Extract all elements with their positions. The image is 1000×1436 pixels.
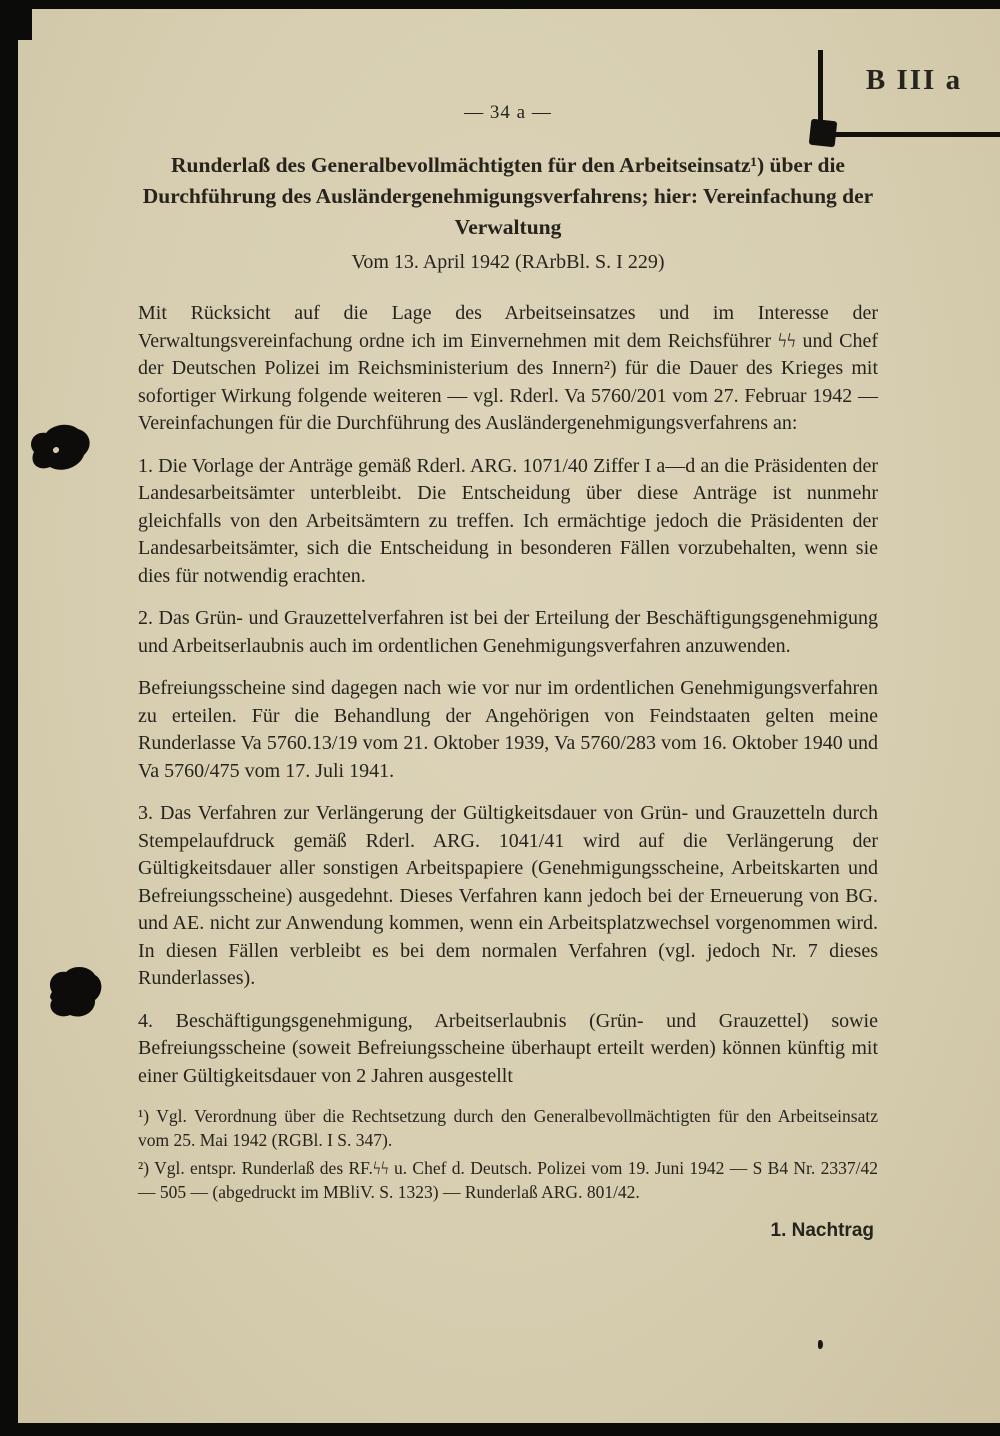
ink-blob-top — [24, 420, 96, 478]
classification-label: B III a — [865, 64, 963, 96]
paragraph-item-4: 4. Beschäftigungsgenehmigung, Arbeitserlaubnis (Grün- und Grauzettel) sowie Befreiungsscheine (soweit Befreiungsscheine überhaupt erteilt werden) können künftig mit einer Gültigkeitsdauer von 2 Jahren ausgestellt — [138, 1009, 878, 1087]
scan-edge-left — [0, 0, 18, 1436]
paragraph-item-3: 3. Das Verfahren zur Verlängerung der Gültigkeitsdauer von Grün- und Grauzetteln durch Stempelaufdruck gemäß Rderl. ARG. 1041/41 wird auf die Verlängerung der Gültigkeitsdauer aller sonstigen Arbeitspapiere (Genehmigungsscheine, Arbeitskarten und Befreiungsscheine) ausgedehnt. Dieses Verfahren kann jedoch bei der Erneuerung von BG. und AE. nicht zur Anwendung kommen, wenn ein Arbeitsplatzwechsel vorgenommen wird. In diesen Fällen verbleibt es bei dem normalen Verfahren (vgl. jedoch Nr. 7 dieses Runderlasses). — [138, 802, 878, 989]
footnotes-section — [138, 1105, 878, 1204]
paragraph-item-2: 2. Das Grün- und Grauzettelverfahren ist bei der Erteilung der Beschäftigungsgenehmigung und Arbeitserlaubnis auch im ordentlichen Genehmigungsverfahren anzuwenden. — [138, 607, 878, 657]
paragraph-befreiungsscheine: Befreiungsscheine sind dagegen nach wie vor nur im ordentlichen Genehmigungsverfahren zu erteilen. Für die Behandlung der Angehörigen von Feindstaaten gelten meine Runderlasse Va 5760.13/19 vom 21. Oktober 1939, Va 5760/283 vom 16. Oktober 1940 und Va 5760/475 vom 17. Juli 1941. — [138, 677, 878, 782]
document-dateline: Vom 13. April 1942 (RArbBl. S. I 229) — [351, 251, 665, 273]
footnote-2: ²) Vgl. entspr. Runderlaß des RF.ϟϟ u. Chef d. Deutsch. Polizei vom 19. Juni 1942 — S B4 Nr. 2337/42 — 505 — (abgedruckt im MBliV. S. 1323) — Runderlaß ARG. 801/42. — [138, 1158, 878, 1202]
document-body — [138, 102, 878, 1242]
paragraph-item-1: 1. Die Vorlage der Anträge gemäß Rderl. ARG. 1071/40 Ziffer I a—d an die Präsidenten der Landesarbeitsämter unterbleibt. Die Entscheidung über diese Anträge ist nunmehr gleichfalls von den Arbeitsämtern zu treffen. Ich ermächtige jedoch die Präsidenten der Landesarbeitsämter, sich die Entscheidung in besonderen Fällen vorzubehalten, wenn sie dies für notwendig erachten. — [138, 454, 878, 587]
scan-edge-top — [0, 0, 1000, 9]
document-title: Runderlaß des Generalbevollmächtigten für den Arbeitseinsatz¹) über die Durchführung des Ausländergenehmigungsverfahrens; hier: Vereinfachung der Verwaltung — [142, 153, 874, 239]
footer-nachtrag-label: 1. Nachtrag — [770, 1220, 874, 1241]
ink-blob-bottom — [40, 962, 104, 1024]
page-number: — 34 a — — [464, 102, 552, 123]
paragraph-intro: Mit Rücksicht auf die Lage des Arbeitseinsatzes und im Interesse der Verwaltungsvereinfachung ordne ich im Einvernehmen mit dem Reichsführer ϟϟ und Chef der Deutschen Polizei im Reichsministerium des Innern²) für die Dauer des Krieges mit sofortiger Wirkung folgende weiteren — vgl. Rderl. Va 5760/201 vom 27. Februar 1942 — Vereinfachungen für die Durchführung des Ausländergenehmigungsverfahrens an: — [138, 302, 878, 434]
scan-edge-bottom — [0, 1423, 1000, 1436]
footnote-1: ¹) Vgl. Verordnung über die Rechtsetzung durch den Generalbevollmächtigten für den Arbeitseinsatz vom 25. Mai 1942 (RGBl. I S. 347). — [138, 1106, 878, 1150]
ink-speck — [818, 1340, 823, 1349]
